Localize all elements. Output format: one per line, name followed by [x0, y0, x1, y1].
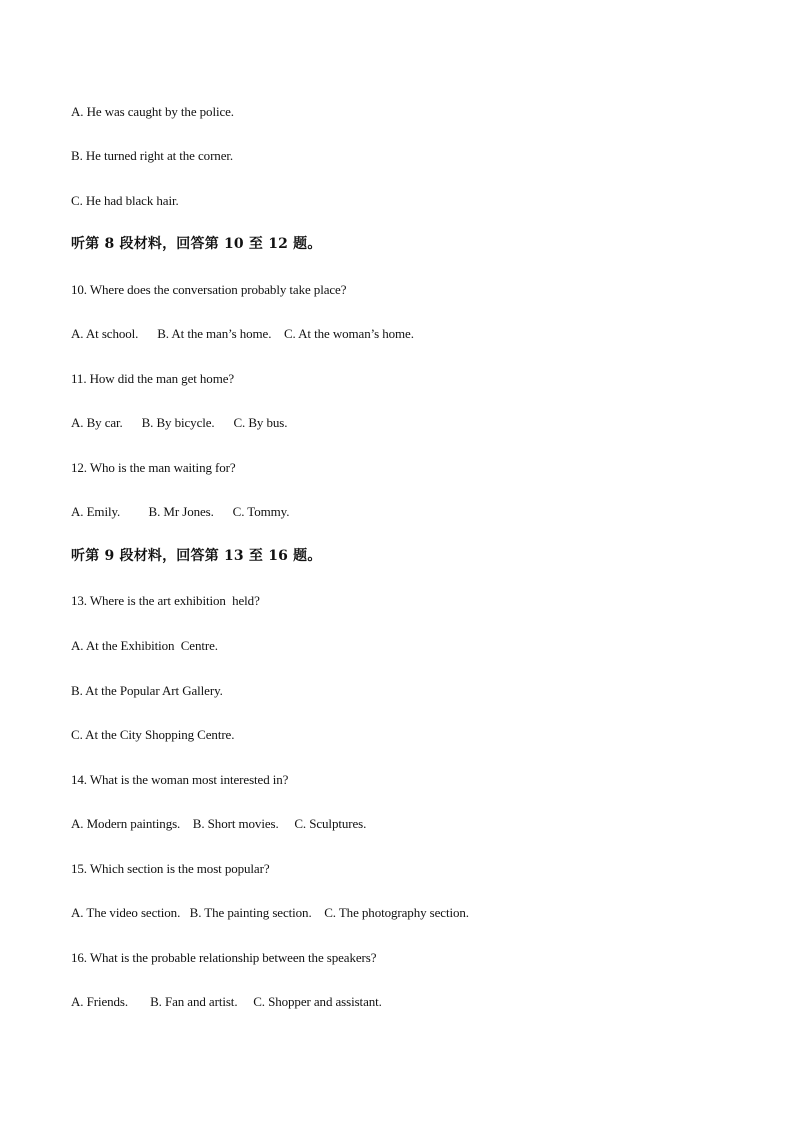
- question-12: 12. Who is the man waiting for?: [71, 460, 236, 475]
- options-15: A. The video section. B. The painting section. C. The photography section.: [71, 905, 469, 920]
- section-heading-9: 听第 9 段材料，回答第 13 至 16 题。: [71, 548, 322, 564]
- options-11: A. By car. B. By bicycle. C. By bus.: [71, 415, 288, 430]
- options-12: A. Emily. B. Mr Jones. C. Tommy.: [71, 504, 290, 519]
- question-16: 16. What is the probable relationship between the speakers?: [71, 950, 377, 965]
- question-11: 11. How did the man get home?: [71, 371, 235, 386]
- options-10: A. At school. B. At the man’s home. C. At the woman’s home.: [71, 326, 414, 341]
- question-13: 13. Where is the art exhibition held?: [71, 593, 260, 608]
- question-15: 15. Which section is the most popular?: [71, 861, 270, 876]
- options-16: A. Friends. B. Fan and artist. C. Shopper and assistant.: [71, 994, 382, 1009]
- options-14: A. Modern paintings. B. Short movies. C. Sculptures.: [71, 816, 367, 831]
- section-heading-8: 听第 8 段材料，回答第 10 至 12 题。: [71, 236, 322, 252]
- option-13a: A. At the Exhibition Centre.: [71, 638, 218, 653]
- question-14: 14. What is the woman most interested in?: [71, 772, 289, 787]
- option-13c: C. At the City Shopping Centre.: [71, 727, 235, 742]
- question-10: 10. Where does the conversation probably take place?: [71, 282, 347, 297]
- option-13b: B. At the Popular Art Gallery.: [71, 683, 223, 698]
- option-9a: A. He was caught by the police.: [71, 104, 234, 119]
- option-9b: B. He turned right at the corner.: [71, 148, 234, 163]
- option-9c: C. He had black hair.: [71, 193, 179, 208]
